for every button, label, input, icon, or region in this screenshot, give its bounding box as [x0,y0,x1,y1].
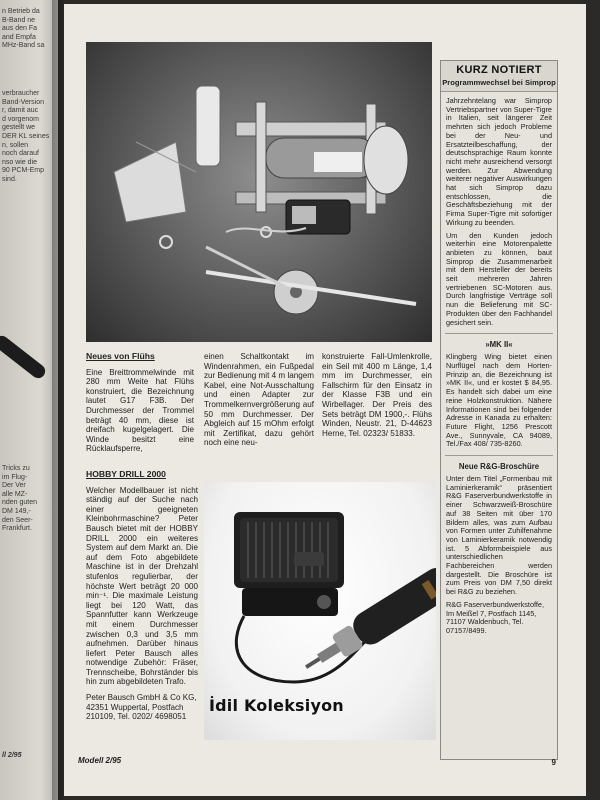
previous-page-graphic [0,333,48,381]
hobby-drill-headline: HOBBY DRILL 2000 [86,469,166,479]
page-number: 9 [551,758,556,767]
mk2-section-title: »MK II« [485,340,513,350]
watermark-text: İdil Koleksiyon [209,696,344,715]
kurz-notiert-sidebar [440,60,558,760]
previous-page-text-block: n Betrieb da B-Band ne aus den Fa and Empfa MHz-Band sa [2,8,45,50]
fluehs-body-part3: konstruierte Fall-Umlenkrolle, ein Seil mit 400 m Länge, 1,4 mm im Durchmesser, ein Fallschirm für den Einsatz in der Klasse F3B und ein Wirbellager. Der Preis des Sets beträgt DM 1900,-. Flühs Winden, Neustr. 21, D-44623 Herne, Tel. 02323/ 51833. [322,352,432,438]
previous-page-footer: ll 2/95 [2,752,22,759]
mk2-paragraph: Klingberg Wing bietet einen Nurflügel nach dem Horten-Prinzip an, die Bezeichnung ist »MK II«, und er kostet $ 84,95. Es handelt sich dabei um eine reine Holzkonstruktion. Nähere Informationen sind bei folgender Adresse in Kanada zu erhalten: Future Flight, 1256 Prescott Ave., Sunnyvale, CA 94089, Tel./Fax 408/ 735-8260. [446,352,552,449]
previous-page-text-block: noch darauf nso wie die 90 PCM-Emp sind. [2,150,45,183]
fluehs-article-col1 [86,352,194,454]
rg-paragraph-1: Unter dem Titel „Formenbau mit Laminierkeramik“ präsentiert R&G Faserverbundwerkstoffe in einer Schwarzweiß-Broschüre auf 38 Seiten mit über 170 Bildern alles, was zum Aufbau von Formen unter Zuhilfenahme von Laminierkeramik notwendig ist. 5 Abformbeispiele aus unterschiedlichen Fachbereichen werden dargestellt. Die Broschüre ist zum Preis von DM 7,50 direkt bei R&G zu beziehen. [446,474,552,597]
winch-illustration [86,42,432,342]
previous-page-text-block: verbraucher Band-Version r, damit auc d vorgenom gestellt we DER KL seines n, sollen [2,90,50,149]
hobby-drill-article [86,470,198,722]
simprop-paragraph-2: Um den Kunden jedoch weiterhin eine Motorenpalette anbieten zu können, baut Simprop die Zusammenarbeit mit dem Hersteller der bereits seit mehreren Jahren vertriebenen SC-Motoren aus. Durch langfristige Verträge soll nun die Belieferung mit SC-Produkten über den Fachhandel gesichert sein. [446,230,552,327]
simprop-section-title: Programmwechsel bei Simprop [442,78,556,87]
magazine-page [64,4,586,796]
hobby-drill-body: Welcher Modellbauer ist nicht ständig auf der Suche nach einer geeigneten Kleinbohrmaschine? Peter Bausch bietet mit der HOBBY DRILL 2000 ein weiteres System auf dem Markt an. Die auf dem Foto abgebildete Maschine ist in der Drehzahl stufenlos regulierbar, der höchste Wert beträgt 20 000 min⁻¹. Die maximale Leistung liegt bei 120 Watt, das Spannfutter kann Werkzeuge mit einem Durchmesser zwischen 0,3 und 3,5 mm aufnehmen. Darüber hinaus liefert Peter Bausch alles notwendige Zubehör: Fräser, Trennscheibe, Bohrständer bis hin zum abgebildeten Trafo. [86,485,198,687]
simprop-paragraph-1: Jahrzehntelang war Simprop Vertriebspartner von Super-Tigre in Italien, seit längerer Zeit mehrten sich jedoch Probleme bei der Neu- und Ersatzteilbeschaffung, der deutschsprachige Raum konnte nicht mehr ausreichend versorgt werden. Zur Abwendung weiterer negativer Auswirkungen hat sich Simprop dazu entschlossen, die Geschäftsbeziehung mit der Firma Super-Tigre mit sofortiger Wirkung zu beenden. [446,96,552,227]
rg-paragraph-2: R&G Faserverbundwerkstoffe, Im Meißel 7, Postfach 1145, 71107 Waldenbuch, Tel. 07157/8499. [446,599,545,635]
sidebar-divider [445,333,553,334]
fluehs-headline: Neues von Flühs [86,351,155,361]
fluehs-body-part1: Eine Breittrommelwinde mit 280 mm Weite hat Flühs konstruiert, die Bezeichnung lautet G17 F3B. Der Durchmesser der Trommel beträgt 40 mm, diese ist dreifach kugelgelagert. Die Winde besitzt eine Rücklaufsperre, [86,367,194,454]
magazine-issue-label: Modell 2/95 [78,756,122,765]
sidebar-title: KURZ NOTIERT [456,64,542,76]
winch-photo [86,42,432,342]
previous-page-text-block: Tricks zu im Flug- Der Ver alle MZ- nden guten DM 149,- den Seer- Frankfurt. [2,465,38,533]
hobby-drill-address: Peter Bausch GmbH & Co KG, 42351 Wuppertal, Postfach 210109, Tel. 0202/ 4698051 [86,693,197,722]
fluehs-article-col3 [322,352,432,438]
sidebar-divider [445,455,553,456]
sidebar-header [441,61,557,92]
fluehs-body-part2: einen Schaltkontakt im Windenrahmen, ein Fußpedal zur Bedienung mit 4 m langem Kabel, eine Not-Ausschaltung und einen Adapter zur Trommelkernvergrößerung auf 50 mm Durchmesser. Der Abgleich auf 15 mOhm erfolgt mit Zertifikat, dazu gehört noch eine neu- [204,352,314,448]
previous-page-edge [0,0,58,800]
fluehs-article-col2 [204,352,314,448]
rg-section-title: Neue R&G-Broschüre [458,462,540,472]
